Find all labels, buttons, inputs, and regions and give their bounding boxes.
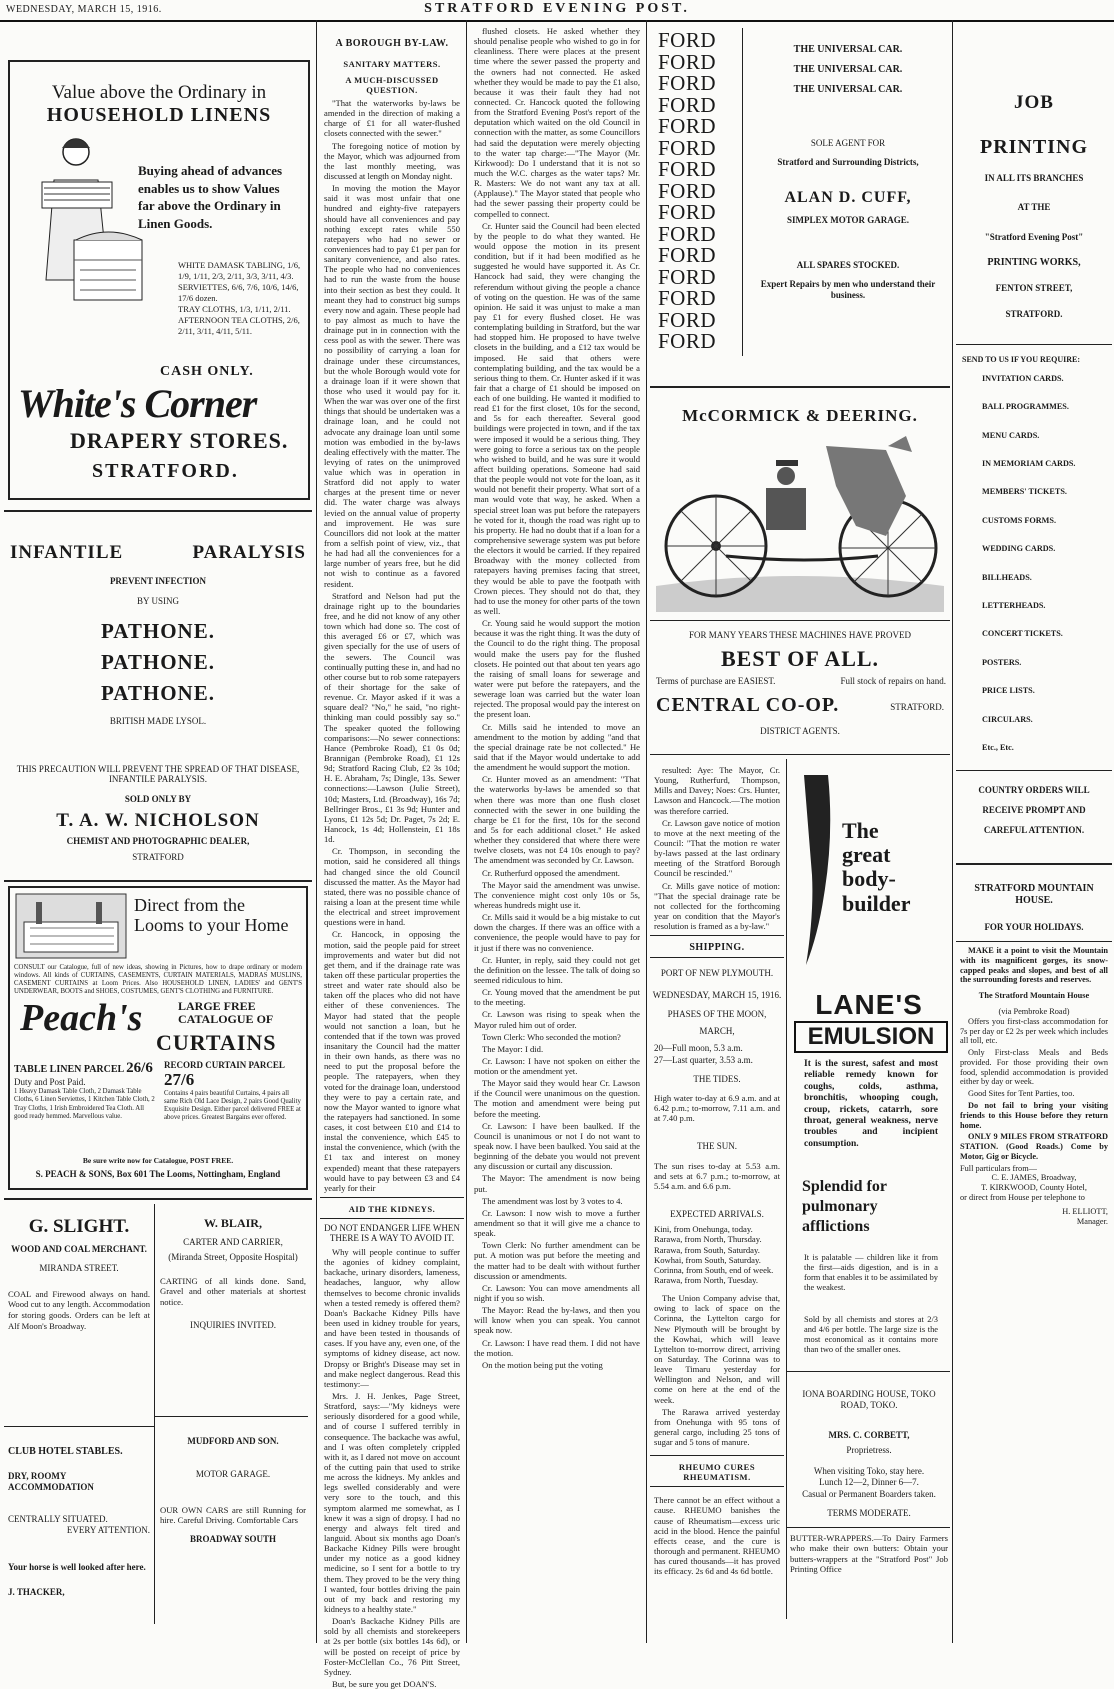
paragraph: Do not fail to bring your visiting friends to this House before they return home. [960, 1101, 1108, 1130]
divider [956, 344, 1112, 345]
paragraph: Cr. Young moved that the amendment be put to the meeting. [474, 987, 640, 1008]
job-item: MEMBERS' TICKETS. [982, 487, 1067, 497]
job-item: BILLHEADS. [982, 572, 1032, 582]
mountain-via: (via Pembroke Road) [998, 1006, 1070, 1016]
column-rule [466, 20, 467, 1643]
the-word: The [842, 818, 879, 843]
pathone-advert [4, 516, 312, 876]
divider [4, 1426, 154, 1427]
blair-advert [160, 1210, 306, 1331]
divider [650, 1455, 784, 1456]
paragraph: Cr. Thompson, in seconding the motion, said he considered all things had changed since the old Council discussed the matter. As the Mayor had stated, there was no possible chance of raising a loan at the present time while the electrical and street improvement questions were in hand. [324, 846, 460, 928]
linens-heading-main: HOUSEHOLD LINENS [46, 104, 272, 126]
tides-title: THE TIDES. [693, 1073, 741, 1084]
slight-text: COAL and Firewood always on hand. Wood cut to any length. Accommodation for storing goods. Orders can be left at Alf Moon's Broadway. [8, 1288, 150, 1331]
paragraph: In moving the motion the Mayor said it was most unfair that one hundred and eighty-five ratepayers should have all conveniences and pay nothing except rates while 550 ratepayers who had no sewer or conveniences had to pay £1 per pan for sanitary convenience, and also rates. The people who had no conveniences had to run the waste from the house into their section as best they could. It meant they had to construct big sumps every now and again. These people had to pay almost as much to have the drainage put in in connection with the cess pool as with the sewer. There was no possibility of carrying a loan for drainage under these circumstances, but the whole Borough would vote for a drainage loan if it were shown that those who used it would pay for it. When the war was over one of the first things that should be undertaken was a drainage loan, and he could not advocate any drainage loan until some motion was embodied in the by-laws dealing effectively with the matter. The levying of rates on the unimproved value which was in operation in Stratford did not apply to water charges at the present time or never did. The water charge was always levied on the annual value of property and improvement. He was sure Councillors did not look at the matter from a selfish point of view, viz., that he had had all the conveniences for a large number of years free, but he did not wish to continue as a favored resident. [324, 183, 460, 589]
ford-stack [658, 30, 716, 353]
ford-word: FORD [658, 264, 717, 289]
tides-text: High water to-day at 6.9 a.m. and at 6.42 p.m.; to-morrow, 7.11 a.m. and at 7.40 p.m. [654, 1093, 780, 1124]
terms-easiest: Terms of purchase are EASIEST. [656, 676, 776, 686]
job-item: LETTERHEADS. [982, 601, 1046, 610]
butter-wrappers: BUTTER-WRAPPERS.—To Dairy Farmers who make their own butters: Obtain your butters-wrappers at the "Stratford Post" Job Printing Office [790, 1533, 948, 1574]
paragraph: ONLY 9 MILES FROM STRATFORD STATION. (Good Roads.) Come by Motor, Gig or Bicycle. [960, 1132, 1108, 1161]
works-name: "Stratford Evening Post" [984, 231, 1084, 242]
ford-word: FORD [658, 49, 717, 74]
write-now: Be sure write now for Catalogue, POST FREE. [82, 1156, 234, 1165]
paragraph: Cr. Hancock, in opposing the motion, said the people paid for street improvements and water but did not get them, and if the drainage rate was taken off these particular properties the street and water rate should also be taken off the places who did not have either of these conveniences. The Mayor had stated that the people would not sanction a loan, but he contended that if the town was proved insanitary the Council had the matter in their own hands, as there was no need to put the proposal before the people. The ratepayers, when they voted for the drainage loan, understood they were to pay a certain rate, and now the Mayor wanted to ignore what the ratepayers had sanctioned. In some cases, it cost between £10 and £14 to instal the convenience, which £45 to instal the convenience, which (with the £1 tax and interest on money expended) meant that these ratepayers would have to pay between £3 and £4 yearly for their [324, 929, 460, 1193]
splendid-pulmonary: Splendid for pulmonary afflictions [802, 1178, 887, 1235]
paragraph: Cr. Lawson: You can move amendments all night if you so wish. [474, 1282, 640, 1304]
british-made-lysol: BRITISH MADE LYSOL. [109, 716, 207, 726]
body-word: body- [842, 866, 896, 892]
article-subtitle: SANITARY MATTERS. [343, 59, 441, 69]
job-item: CIRCULARS. [982, 714, 1033, 724]
arrivals-list [654, 1224, 780, 1285]
universal-car: THE UNIVERSAL CAR. [793, 44, 903, 55]
paragraph: Cr. Hunter, in reply, said they could not get the definition on the lessee. The talk of doing so seemed ridiculous to him. [474, 954, 640, 985]
ford-word: FORD [658, 307, 717, 332]
job-item: PRICE LISTS. [982, 686, 1035, 696]
expert-repairs: Expert Repairs by men who understand their business. [760, 279, 936, 301]
ford-agent-details [750, 40, 946, 302]
paragraph: The Mayor: Read the by-laws, and then you will know when you can speak. You cannot speak now. [474, 1305, 640, 1336]
ford-word: FORD [658, 114, 717, 138]
mountain-house-name: The Stratford Mountain House [978, 991, 1090, 1001]
job-item: Etc., Etc. [982, 743, 1014, 753]
ford-word: FORD [658, 243, 717, 267]
paragraph: MAKE it a point to visit the Mountain with its magnificent gorges, its snow-capped peaks and slopes, and best of all the surrounding forests and reserves. [960, 946, 1108, 985]
newspaper-title: STRATFORD EVENING POST. [424, 1, 690, 16]
job-title: JOB [1014, 92, 1054, 113]
club-every: EVERY ATTENTION. [66, 1524, 150, 1535]
article-continued [474, 26, 640, 1370]
ford-word: FORD [658, 221, 717, 246]
column-4 [650, 22, 950, 1643]
iona-title: IONA BOARDING HOUSE, TOKO ROAD, TOKO. [802, 1389, 936, 1411]
builder-word: builder [842, 890, 911, 916]
paragraph: The Mayor said they would hear Cr. Lawson if the Council were unanimous on the question. The motion and amendment were being put before the meeting. [474, 1078, 640, 1119]
rheumo-text: There cannot be an effect without a cause. RHEUMO banishes the cause of Rheumatism—excess uric acid in the blood. Hence the painful effects cease, and the cure is thorough and permanent. RHEUMO has cured thousands—it has proved its efficacy. 2s 6d and 4s 6d bottle. [654, 1495, 780, 1577]
send-to-us: SEND TO US IF YOU REQUIRE: [962, 354, 1081, 364]
contact-1: C. E. JAMES, Broadway, [991, 1173, 1077, 1183]
paragraph: On the motion being put the voting [482, 1359, 603, 1370]
column-rule [786, 759, 787, 1619]
ford-word: FORD [658, 71, 717, 95]
full-particulars: Full particulars from— [960, 1163, 1037, 1173]
column-3 [470, 22, 644, 1643]
iona-when: When visiting Toko, stay here. [813, 1466, 925, 1476]
divider [4, 1198, 312, 1200]
prevent-infection: PREVENT INFECTION [109, 576, 207, 586]
sold-only-by: SOLD ONLY BY [124, 794, 192, 804]
divider [956, 770, 1112, 771]
parcel-contents: Contains 4 pairs beautiful Curtains, 4 pairs all same Rich Old Lace Design, 2 pairs Good Quality Exquisite Design. Either parcel delivered FREE at above prices. Greatest Bargains ever offered. [164, 1090, 301, 1122]
price-line: WHITE DAMASK TABLING, 1/6, 1/9, 1/11, 2/3, 2/11, 3/3, 3/11, 4/3. [178, 260, 301, 282]
by-using: BY USING [137, 596, 179, 606]
price-line: AFTERNOON TEA CLOTHS, 2/6, 2/11, 3/11, 4/11, 5/11. [178, 315, 300, 337]
paragraph: The Mayor: I did. [482, 1043, 544, 1054]
price-line: SERVIETTES, 6/6, 7/6, 10/6, 14/6, 17/6 dozen. [178, 282, 299, 304]
divider [956, 941, 1112, 942]
paragraph: The Rarawa arrived yesterday from Onehunga with 95 tons of general cargo, including 25 tons of sugar and 5 tons of manure. [654, 1406, 780, 1448]
paragraph: Town Clerk: Who seconded the motion? [482, 1031, 621, 1042]
precaution-text: THIS PRECAUTION WILL PREVENT THE SPREAD OF THAT DISEASE, INFANTILE PARALYSIS. [16, 764, 300, 784]
slight-trade: WOOD AND COAL MERCHANT. [11, 1244, 147, 1254]
job-item: CUSTOMS FORMS. [982, 515, 1056, 525]
paragraph: Cr. Rutherfurd opposed the amendment. [482, 867, 620, 878]
issue-date: WEDNESDAY, MARCH 15, 1916. [6, 4, 162, 15]
club-horse: Your horse is well looked after here. [8, 1562, 146, 1572]
paragraph: The Mayor said the amendment was unwise. The convenience might cost only 10s or 5s, whereas hundreds might use it. [474, 879, 640, 910]
divider [320, 1197, 464, 1198]
simplex-garage: SIMPLEX MOTOR GARAGE. [786, 214, 910, 225]
peach-address: S. PEACH & SONS, Box 601 The Looms, Nottingham, England [35, 1169, 281, 1179]
paragraph: Cr. Lawson gave notice of motion to move at the next meeting of the Council: "That the motion re water by-laws passed at the last ordinary meeting of the Stratford Borough Council be rescinded." [654, 817, 780, 879]
slight-advert [8, 1210, 150, 1331]
council-result [654, 765, 780, 931]
paragraph: Cr. Mills gave notice of motion: "That the special drainage rate be not collected for the forthcoming year on condition that the Mayor's resolution is framed as a by-law." [654, 880, 780, 932]
job-item: POSTERS. [982, 657, 1022, 667]
woman-with-linens-illustration [24, 130, 144, 310]
seller-name: T. A. W. NICHOLSON [56, 810, 260, 831]
divider [650, 1486, 784, 1487]
at-the: AT THE [1017, 202, 1051, 213]
country-orders: COUNTRY ORDERS WILL RECEIVE PROMPT AND CAREFUL ATTENTION. [978, 785, 1090, 836]
printing-title: PRINTING [979, 136, 1088, 158]
heading-infantile: INFANTILE [10, 542, 124, 563]
kidney-title: AID THE KIDNEYS. [348, 1204, 436, 1215]
manager-name: H. ELLIOTT, [1062, 1206, 1108, 1216]
arrival-item: Rarawa, from South, Saturday. [654, 1244, 760, 1255]
paragraph: Cr. Hunter said the Council had been elected by the people to do what they wanted. He would oppose the motion in its present condition, but if it had been modified as he suggested he would have supported it. As Cr. Hancock had said, they were changing the referendum without giving the people a chance of voting on the question. He was of the same opinion. He said it was unjust to make a man pay £1 for every flushed closet. He was contemplating building in Stratford, but the war had stopped him. He proposed to have twelve closets in the building, and a £12 tax would be imposed. He said that others were contemplating building, and the tax would be a serious thing to them. Cr. Hunter asked if it was fair that a charge of £1 should be imposed on each of one building. He wanted it modified to read £1 for the first closet, 10s for the second, and 5s for each thereafter. Several good buildings were projected in town, and if the tax were imposed it would be a serious thing. They were going to force a serious tax on the people who wished to build, and he was sure it would affect building operations. Someone had said that the people would not vote for the loan, as it would not benefit their property. What sort of a man would vote that way, he asked. When a special street loan was put before the ratepayers he voted for it, though the road was right up to his property. He had no doubt that if a loan for a comprehensive sewerage system was put before the electors it would be carried. If they repaired Broadway with the money collected from ratepayers having premises facing that street, they would be able to pave the footpath with Crown pieces. They should not do that, they had to use the money for other parts of the town as well. [474, 220, 640, 617]
whites-corner-logo: White's Corner [18, 381, 257, 426]
kidney-body [324, 1247, 460, 1689]
blair-address: (Miranda Street, Opposite Hospital) [168, 1252, 298, 1263]
pathone-heading [10, 542, 306, 564]
arrivals-title: EXPECTED ARRIVALS. [670, 1209, 764, 1220]
moon-full: 20—Full moon, 5.3 a.m. [654, 1043, 743, 1054]
direct-from-looms: Direct from the Looms to your Home [134, 895, 289, 935]
mudford-advert [160, 1424, 306, 1545]
stratford-label: STRATFORD. [92, 460, 239, 482]
blair-name: W. BLAIR, [204, 1216, 262, 1230]
mccormick-title: McCORMICK & DEERING. [682, 406, 918, 425]
iona-owner: MRS. C. CORBETT, [828, 1429, 910, 1440]
divider [320, 1218, 464, 1219]
divider [154, 1416, 308, 1417]
great-word: great [842, 842, 891, 868]
chemist-dealer: CHEMIST AND PHOTOGRAPHIC DEALER, [66, 836, 250, 846]
consult-catalogue: CONSULT our Catalogue, full of new ideas, showing in Pictures, how to drape ordinary or modern windows. All kinds of CURTAINS, CASEMENTS, CURTAIN MATERIALS, MADRAS MUSLINS, CASEMENT CURTAINS at Loom Prices. Also HOUSEHOLD LINEN, LADIES' and GENT'S UNDERWEAR, BOOTS and SHOES, COSTUMES, GENT'S CLOTHING and FURNITURE. [14, 964, 302, 996]
divider [786, 1527, 950, 1528]
mountain-holidays: FOR YOUR HOLIDAYS. [984, 921, 1084, 932]
iona-advert [790, 1383, 948, 1519]
peach-curtains-advert [8, 886, 308, 1190]
shipping-section [650, 759, 784, 1576]
column-1 [4, 22, 312, 1643]
club-hotel-advert [8, 1432, 150, 1599]
ford-district: Stratford and Surrounding Districts, [777, 157, 919, 168]
mudford-name: MUDFORD AND SON. [187, 1436, 279, 1446]
contact-3: or direct from House per telephone to [960, 1193, 1085, 1203]
shipping-title: SHIPPING. [689, 942, 745, 954]
arrival-item: Rarawa, from North, Thursday. [654, 1234, 762, 1245]
club-central: CENTRALLY SITUATED. [8, 1513, 108, 1524]
column-rule [316, 20, 317, 1643]
paragraph: Cr. Mills said it would be a big mistake to cut down the charges. If there was an office with a convenience, the people would have to pay for it just if there was no convenience. [474, 912, 640, 953]
heading-paralysis: PARALYSIS [192, 542, 306, 563]
repairs-stock: Full stock of repairs on hand. [840, 676, 946, 686]
arrival-item: Rarawa, from North, Tuesday. [654, 1275, 758, 1286]
ford-word: FORD [658, 286, 717, 310]
cash-only: CASH ONLY. [160, 364, 254, 379]
paragraph: Mrs. J. H. Jenkes, Page Street, Stratford, says:—"My kidneys were seriously disordered for a good while, and of course I suffered terribly in consequence. The backache was awful, and I was often completely crippled with it, as I dared not move on account of the cutting pain that used to strike me across the kidneys. My ankles and legs swelled considerably and were very sore to the touch, and this symptom alarmed me somewhat, as I knew it was a sign of dropsy. I had no energy and always felt tired and languid. About six months ago Doan's Backache Kidney Pills were brought under my notice as a good kidney medicine, so I sent for a bottle to try them. They proved to be the very thing I wanted, four bottles driving the pain out of my back and restoring my kidneys to a healthy state." [324, 1391, 460, 1614]
job-town: STRATFORD. [1005, 308, 1063, 319]
ford-advert [650, 22, 950, 362]
mountain-body [960, 946, 1108, 1226]
column-rule [646, 20, 647, 1643]
inquiries-invited: INQUIRIES INVITED. [190, 1319, 276, 1330]
mudford-address: BROADWAY SOUTH [189, 1533, 277, 1544]
mower-illustration [656, 436, 944, 612]
price-line: TRAY CLOTHS, 1/3, 1/11, 2/11. [178, 304, 291, 315]
paragraph: Stratford and Nelson had put the drainage right up to the boundaries free, and he did not know of any other town which had done so. The cost of this averaged £6 or £7, which was given specially for the use of users of the sewers. The Council was continually putting these in, and had no other course but to rob some ratepayers of their shortage for the sake of revenue. Cr. Mayor asked if it was a square deal? "No," he said, "no right-thinking man could possibly say so." The speaker quoted the following comparisons:—No sewer connections: Hance (Pembroke Road), £1 0s 0d; Brannigan (Pembroke Road), £1 12s 9d; Stratford Racing Club, £2 3s 10d; H. E. Abraham, 7s; Dingle, 13s. Sewer connections:—Lawson (Julie Street), 10d; Masters, Ltd. (Broadway), 16s 7d; Bellringer Bros., £1 3s 9d; Hunter and Lyons, £1 12s 5d; Dr. Paget, 7s 2d; E. Hancock, 1s 4d; Hollenstein, £1 18s 1d. [324, 590, 460, 845]
job-item: WEDDING CARDS. [982, 544, 1056, 554]
kidney-subtitle: DO NOT ENDANGER LIFE WHEN THERE IS A WAY TO AVOID IT. [324, 1223, 460, 1244]
table-linen-parcel [14, 1060, 158, 1121]
paragraph: Cr. Hunter moved as an amendment: "That the waterworks by-laws be amended so that when there was more than one flush closet connected with the sewer in one building the charge be £1 for the first, 10s for the second and 5s for each additional closet." He asked whether they considered that where there were twelve closets, was not £4 10s enough to pay? The amendment was seconded by Cr. Lawson. [474, 774, 640, 866]
divider [4, 880, 312, 882]
paragraph: resulted: Aye: The Mayor, Cr. Young, Rutherfurd, Thompson, Mills and Davey; Noes: Crs. Hunter, Lawson and Hancock.—The motion was therefore carried. [654, 765, 780, 816]
mountain-title: STRATFORD MOUNTAIN HOUSE. [974, 882, 1094, 907]
lanes-claims: It is the surest, safest and most reliable remedy known for coughs, colds, asthma, bronchitis, whooping cough, croup, rickets, catarrh, sore throat, general weakness, nerve troubles and incipient consumption. [804, 1059, 938, 1149]
parcel-price: 27/6 [164, 1070, 195, 1089]
district-agents: DISTRICT AGENTS. [760, 726, 840, 736]
club-owner: J. THACKER, [8, 1587, 65, 1598]
job-item: CONCERT TICKETS. [982, 629, 1063, 639]
paragraph: The foregoing notice of motion by the Mayor, which was adjourned from the last monthly meeting, was discussed at length on Monday night. [324, 140, 460, 181]
drapery-stores: DRAPERY STORES. [70, 428, 289, 453]
best-of-all: BEST OF ALL. [720, 646, 880, 671]
proved-text: FOR MANY YEARS THESE MACHINES HAVE PROVED [688, 630, 912, 640]
mudford-text: OUR OWN CARS are still Running for hire. Careful Driving. Comfortable Cars [160, 1504, 306, 1526]
pathone-names [4, 616, 312, 709]
all-branches: IN ALL ITS BRANCHES [984, 173, 1084, 183]
linens-heading: Value above the Ordinary in [51, 82, 267, 103]
ford-word: FORD [658, 329, 717, 353]
column-rule [742, 28, 743, 356]
iona-terms: TERMS MODERATE. [827, 1507, 911, 1518]
parcel-contents: 1 Heavy Damask Table Cloth, 2 Damask Table Cloths, 6 Linen Serviettes, 1 Kitchen Table Cloth, 2 Tray Cloths, 1 Irish Embroidered Tea Cloth. All good ready hemmed. Marvellous value. [14, 1088, 155, 1120]
club-name: CLUB HOTEL STABLES. [8, 1446, 123, 1457]
large-free-catalogue: LARGE FREE CATALOGUE OF [178, 999, 274, 1027]
port-name: PORT OF NEW PLYMOUTH. [660, 968, 774, 979]
divider [650, 935, 784, 936]
ford-word: FORD [658, 92, 717, 117]
paragraph: Cr. Lawson: I now wish to move a further amendment so that it will give me a chance to speak. [474, 1207, 640, 1239]
article-subtitle-2: A MUCH-DISCUSSED QUESTION. [345, 75, 439, 95]
iona-meals: Lunch 12—2, Dinner 6—7. [819, 1477, 919, 1488]
ford-word: FORD [658, 135, 717, 160]
masthead [0, 0, 1114, 22]
ford-word: FORD [658, 157, 717, 181]
paragraph: Cr. Lawson: I have not spoken on either the motion or the amendment yet. [474, 1055, 640, 1077]
linens-price-list [178, 260, 306, 337]
job-items-list [982, 365, 1112, 763]
moon-phases: PHASES OF THE MOON, [667, 1008, 767, 1019]
arrival-item: Corinna, from South, end of week. [654, 1264, 774, 1275]
coop-town: STRATFORD. [890, 702, 944, 712]
column-rule [154, 1204, 155, 1624]
shipping-date: WEDNESDAY, MARCH 15, 1916. [652, 989, 782, 1000]
iona-prop: Proprietress. [846, 1444, 892, 1455]
curtains-label: CURTAINS [156, 1030, 277, 1055]
column-2 [320, 22, 464, 1689]
linens-blurb: Buying ahead of advances enables us to show Values far above the Ordinary in Linen Goods. [138, 163, 283, 231]
sun-title: THE SUN. [697, 1141, 737, 1152]
emulsion-logo: EMULSION [794, 1021, 948, 1053]
central-coop: CENTRAL CO-OP. [656, 694, 840, 716]
ford-word: FORD [658, 178, 717, 203]
motor-garage: MOTOR GARAGE. [195, 1469, 271, 1480]
divider [956, 863, 1112, 865]
paragraph: The Mayor: The amendment is now being put. [474, 1173, 640, 1194]
pathone-word: PATHONE. [101, 619, 215, 643]
spares-stocked: ALL SPARES STOCKED. [796, 259, 900, 270]
club-dry: DRY, ROOMY ACCOMMODATION [8, 1471, 94, 1493]
paragraph: flushed closets. He asked whether they should penalise people who wished to go in for cleanliness. There were places at the present time where the sewer passed the property and the owners had not connected. He asked whether they would be made to pay the £1 also, because it was their fault they had not connected. Cr. Hancock quoted the following from the Stratford Evening Post's report of the deputation which waited on the old Council in connection with the matter, as some Councillors had said the deputation were merely objecting to the water tap charge:—"The Mayor (Mr. Kirkwood): Do I understand that it is not so much the W.C. charges as the water taps? Mr. R. Masters: We do not want any tax at all. (Applause)." The Mayor stated that people who had the sewer passing their property could be compelled to connect. [474, 26, 640, 219]
record-curtain-parcel [164, 1060, 304, 1123]
divider [650, 957, 784, 958]
arrival-item: Kowhai, from South, Saturday. [654, 1254, 761, 1265]
divider [786, 1371, 950, 1372]
pathone-word: PATHONE. [101, 681, 215, 705]
slight-street: MIRANDA STREET. [39, 1263, 119, 1274]
peach-logo: Peach's [20, 997, 143, 1039]
manager-title: Manager. [1076, 1216, 1108, 1226]
paragraph: Good Sites for Tent Parties, too. [968, 1089, 1075, 1099]
lanes-logo: LANE'S [815, 989, 923, 1020]
parcel-name: RECORD CURTAIN PARCEL [164, 1060, 285, 1070]
divider [4, 510, 312, 512]
ford-word: FORD [658, 28, 717, 52]
small-ads-block [4, 1204, 312, 1624]
paragraph: Doan's Backache Kidney Pills are sold by all chemists and storekeepers at 2s per bottle (six bottles 14s 6d), or will be posted on receipt of price by Foster-McClellan Co., 76 Pitt Street, Sydney. [324, 1616, 460, 1677]
article-title: A BOROUGH BY-LAW. [335, 38, 449, 49]
moon-last: 27—Last quarter, 3.53 a.m. [654, 1054, 753, 1065]
great-body-builder [842, 819, 910, 916]
divider [650, 754, 950, 755]
blair-trade: CARTER AND CARRIER, [183, 1237, 283, 1247]
paragraph: Cr. Young said he would support the motion because it was the right thing. It was the duty of the Council to do the right thing. The proposal would make the users pay for the flushed closets. He pointed out that about ten years ago the raising of small loans for sewerage and water were put before the ratepayers, and the sewerage loan was carried but the water loan rejected. The proposal would pay the interest on the present loan. [474, 618, 640, 720]
paragraph: The amendment was lost by 3 votes to 4. [482, 1195, 623, 1206]
seller-town: STRATFORD [132, 852, 184, 862]
divider [650, 386, 950, 388]
universal-car: THE UNIVERSAL CAR. [793, 84, 903, 95]
factory-illustration [16, 894, 126, 958]
duty-paid: Duty and Post Paid. [14, 1077, 86, 1087]
job-item: INVITATION CARDS. [982, 373, 1064, 383]
lanes-sold: Sold by all chemists and stores at 2/3 and 4/6 per bottle. The large size is the most economical as it contains more than two of the smaller ones. [804, 1315, 938, 1355]
rheumo-title: RHEUMO CURES RHEUMATISM. [678, 1462, 756, 1483]
contact-2: T. KIRKWOOD, County Hotel, [981, 1183, 1087, 1193]
paragraph: Cr. Mills said he intended to move an amendment to the motion by adding "and that the special drainage rate be not collected." He said that if the Mayor would undertake to add the amendment he would support the motion. [474, 721, 640, 773]
ribbon-illustration [794, 775, 838, 965]
mccormick-advert [650, 392, 950, 750]
paragraph: "That the waterworks by-laws be amended in the direction of making a charge of £1 for all water-flushed closets connected with the sewer." [324, 98, 460, 139]
universal-car: THE UNIVERSAL CAR. [793, 64, 903, 75]
job-item: BALL PROGRAMMES. [982, 402, 1069, 412]
printing-works: PRINTING WORKS, [987, 256, 1081, 268]
job-item: IN MEMORIAM CARDS. [982, 458, 1076, 468]
moon-month: MARCH, [699, 1026, 735, 1036]
paragraph: Cr. Lawson was rising to speak when the Mayor ruled him out of order. [474, 1009, 640, 1030]
ford-word: FORD [658, 200, 717, 224]
column-rule [952, 20, 953, 1643]
paragraph: Cr. Lawson: I have read them. I did not have the motion. [474, 1337, 640, 1358]
divider [650, 620, 950, 621]
paragraph: Why will people continue to suffer the agonies of kidney complaint, backache, urinary disorders, lameness, headaches, languor, why allow themselves to become chronic invalids when a tested remedy is offered them? Doan's Backache Kidney Pills have been used in kidney trouble for years, and have been tested in thousands of cases. If you have any, even one, of the symptoms of kidney disease, act now. Dropsy or Bright's Disease may set in and make neglect dangerous. Read this testimony:— [324, 1247, 460, 1389]
sun-text: The sun rises to-day at 5.53 a.m. and sets at 6.7 p.m.; to-morrow, at 5.54 a.m. and 6.6 p.m. [654, 1160, 780, 1191]
lanes-palatable: It is palatable — children like it from the first—aids digestion, and is in a form that enables it to be assimilated by the weakest. [804, 1253, 938, 1293]
blair-text: CARTING of all kinds done. Sand, Gravel and other materials at shortest notice. [160, 1275, 306, 1307]
union-notice [654, 1293, 780, 1447]
job-item: MENU CARDS. [982, 430, 1040, 440]
iona-casual: Casual or Permanent Boarders taken. [802, 1488, 936, 1499]
lower-column-4 [650, 759, 950, 1619]
paragraph: Town Clerk: No further amendment can be put. A motion was put before the meeting and the matter had to be dealt with without further discussion or amendments. [474, 1240, 640, 1281]
pathone-word: PATHONE. [101, 650, 215, 674]
paragraph: The Union Company advise that, owing to lack of space on the Corinna, the Lyttelton cargo for New Plymouth will be brought by the Kowhai, which will leave Lyttelton to-morrow direct, arriving on Saturday. The Corinna was to leave Timaru yesterday for Wellington and Nelson, and will come on here at the end of the week. [654, 1293, 780, 1405]
arrival-item: Kini, from Onehunga, today. [654, 1224, 753, 1235]
paragraph: Cr. Lawson: I have been baulked. If the Council is unanimous or not I do not want to speak now. I have been baulked. You said at the beginning of the debate you would not prevent any discussion or curtail any discussion. [474, 1120, 640, 1172]
paragraph: But, be sure you get DOAN'S. [332, 1678, 437, 1689]
ford-agent-name: ALAN D. CUFF, [784, 188, 912, 206]
linens-advert [8, 60, 310, 500]
article-body [324, 98, 460, 1193]
parcel-name: TABLE LINEN PARCEL [14, 1064, 124, 1075]
fenton-street: FENTON STREET, [995, 283, 1073, 294]
slight-name: G. SLIGHT. [28, 1216, 130, 1237]
paragraph: Offers you first-class accommodation for 7s per day or £2 2s per week which includes all toll, etc. [960, 1016, 1108, 1046]
paragraph: Only First-class Meals and Beds provided. For those providing their own food, splendid accommodation is provided either by day or week. [960, 1048, 1108, 1087]
column-5 [956, 22, 1112, 1643]
parcel-price: 26/6 [126, 1060, 153, 1076]
sole-agent: SOLE AGENT FOR [810, 138, 886, 148]
